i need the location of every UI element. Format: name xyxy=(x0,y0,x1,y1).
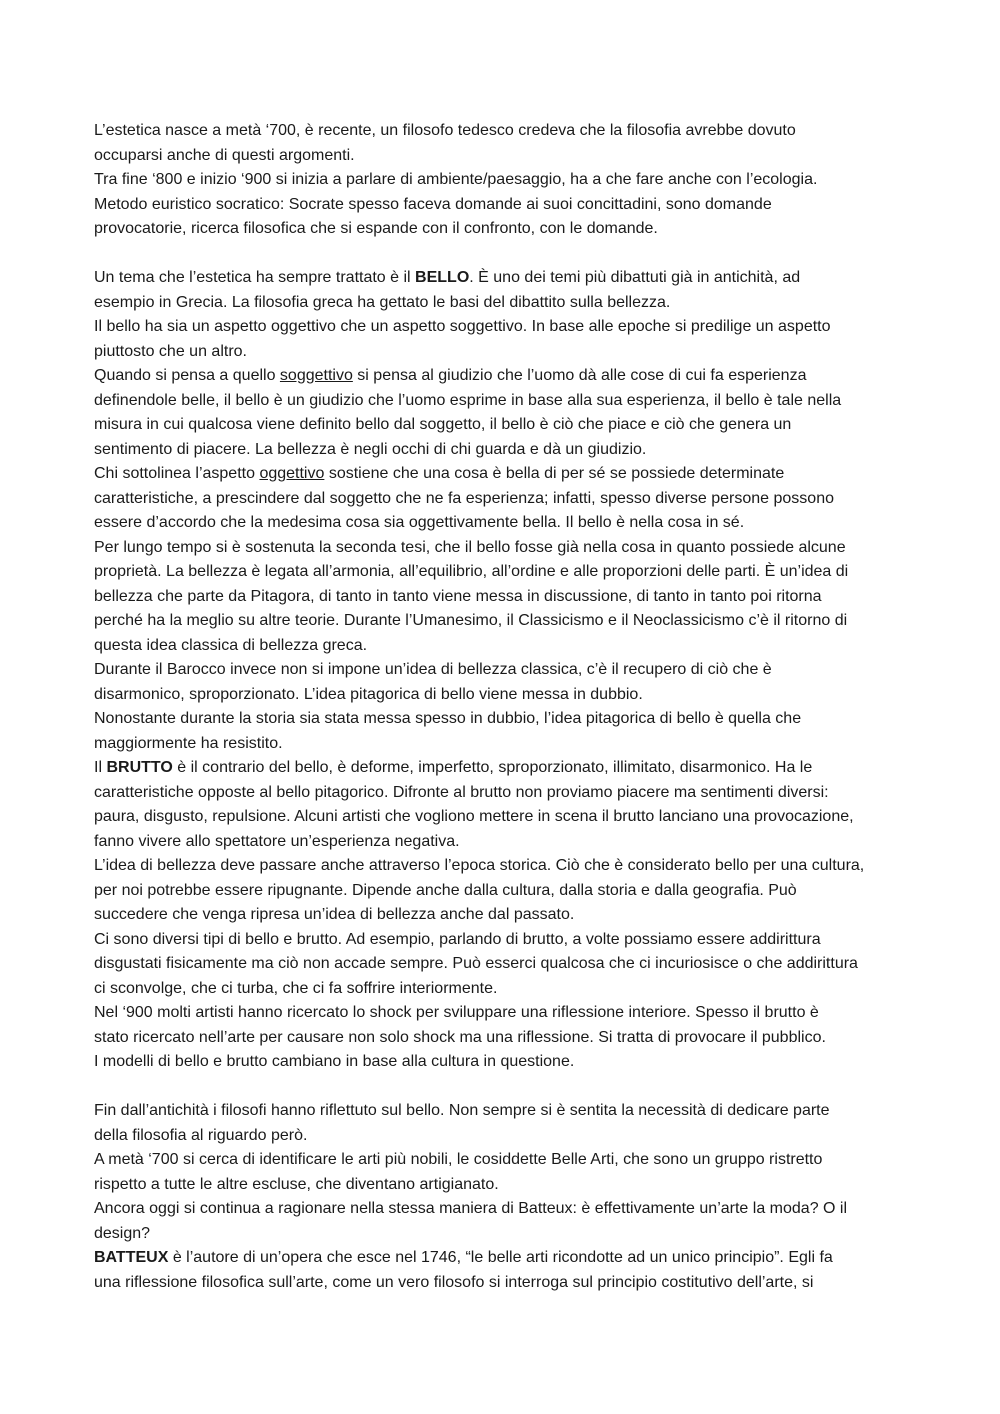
text-run: sentimento di piacere. La bellezza è negli occhi di chi guarda e dà un giudizio. xyxy=(94,440,647,458)
text-run: questa idea classica di bellezza greca. xyxy=(94,636,368,654)
text-run: bellezza che parte da Pitagora, di tanto in tanto viene messa in discussione, di tanto in tanto poi ritorna xyxy=(94,587,822,605)
text-line xyxy=(94,462,909,487)
text-line xyxy=(94,805,909,830)
text-run: Quando si pensa a quello xyxy=(94,367,280,384)
text-run: disarmonico, sproporzionato. L’idea pitagorica di bello viene messa in dubbio. xyxy=(94,685,643,703)
text-run: è il contrario del bello, è deforme, imperfetto, sproporzionato, illimitato, disarmonico. Ha le xyxy=(172,759,813,776)
text-run: Nel ‘900 molti artisti hanno ricercato lo shock per sviluppare una riflessione interiore. Spesso il brutto è xyxy=(94,1004,819,1021)
text-line xyxy=(94,438,909,463)
text-run: una riflessione filosofica sull’arte, come un vero filosofo si interroga sul principio costitutivo dell’arte, si xyxy=(94,1273,814,1291)
bold-term: BELLO xyxy=(415,269,470,286)
text-run: maggiormente ha resistito. xyxy=(94,734,283,752)
text-run: proprietà. La bellezza è legata all’armonia, all’equilibrio, all’ordine e alle proporzioni delle parti. È un’idea di xyxy=(94,563,849,580)
paragraph xyxy=(94,266,909,315)
text-run: Nonostante durante la storia sia stata messa spesso in dubbio, l’idea pitagorica di bello è quella che xyxy=(94,710,802,727)
text-line xyxy=(94,168,909,193)
paragraph xyxy=(94,928,909,1002)
text-run: A metà ‘700 si cerca di identificare le arti più nobili, le cosiddette Belle Arti, che sono un gruppo ristretto xyxy=(94,1151,823,1168)
text-line xyxy=(94,634,909,659)
text-run: piuttosto che un altro. xyxy=(94,342,247,360)
text-line xyxy=(94,1197,909,1222)
paragraph xyxy=(94,1099,909,1148)
paragraph xyxy=(94,1246,909,1295)
paragraph xyxy=(94,364,909,462)
text-line xyxy=(94,585,909,610)
text-run: Fin dall’antichità i filosofi hanno riflettuto sul bello. Non sempre si è sentita la necessità di dedicare parte xyxy=(94,1102,830,1119)
text-run: design? xyxy=(94,1224,151,1242)
paragraph xyxy=(94,193,909,242)
text-line xyxy=(94,1271,909,1296)
text-line xyxy=(94,536,909,561)
text-line xyxy=(94,732,909,757)
text-run: definendole belle, il bello è un giudizio che l’uomo esprime in base alla sua esperienza, il bello è tale nella xyxy=(94,391,842,409)
bold-term: BRUTTO xyxy=(106,759,173,776)
text-run: Un tema che l’estetica ha sempre trattato è il xyxy=(94,269,416,286)
text-line xyxy=(94,830,909,855)
text-run: paura, disgusto, repulsione. Alcuni artisti che vogliono mettere in scena il brutto lanciano una provocazione, xyxy=(94,808,854,825)
paragraph xyxy=(94,854,909,928)
text-line xyxy=(94,340,909,365)
text-line xyxy=(94,1148,909,1173)
text-line xyxy=(94,119,909,144)
text-line xyxy=(94,291,909,316)
text-run: fanno vivere allo spettatore un’esperienza negativa. xyxy=(94,832,460,850)
text-line xyxy=(94,1124,909,1149)
text-line xyxy=(94,266,909,291)
text-run: . È uno dei temi più dibattuti già in antichità, ad xyxy=(469,269,801,286)
paragraph-spacer xyxy=(94,242,909,267)
text-line xyxy=(94,879,909,904)
text-run: disgustati fisicamente ma ciò non accade sempre. Può esserci qualcosa che ci incuriosisce o che addirittura xyxy=(94,955,858,972)
text-line xyxy=(94,1173,909,1198)
text-run: occuparsi anche di questi argomenti. xyxy=(94,146,355,164)
text-run: sostiene che una cosa è bella di per sé se possiede determinate xyxy=(324,465,785,482)
text-run: della filosofia al riguardo però. xyxy=(94,1126,308,1144)
text-run: rispetto a tutte le altre escluse, che diventano artigianato. xyxy=(94,1175,499,1193)
document-body xyxy=(94,119,909,1295)
text-run: è l’autore di un’opera che esce nel 1746, “le belle arti ricondotte ad un unico principio”. Egli fa xyxy=(168,1249,833,1266)
text-line xyxy=(94,1222,909,1247)
text-run: Ci sono diversi tipi di bello e brutto. Ad esempio, parlando di brutto, a volte possiamo essere addirittura xyxy=(94,930,821,948)
paragraph xyxy=(94,119,909,168)
text-line xyxy=(94,854,909,879)
text-run: Per lungo tempo si è sostenuta la seconda tesi, che il bello fosse già nella cosa in quanto possiede alcune xyxy=(94,538,846,556)
paragraph xyxy=(94,536,909,659)
text-line xyxy=(94,1001,909,1026)
text-line xyxy=(94,511,909,536)
text-line xyxy=(94,1099,909,1124)
text-line xyxy=(94,1026,909,1051)
text-line xyxy=(94,1050,909,1075)
text-line xyxy=(94,707,909,732)
text-run: per noi potrebbe essere ripugnante. Dipende anche dalla cultura, dalla storia e dalla geografia. Può xyxy=(94,881,797,899)
text-line xyxy=(94,389,909,414)
paragraph xyxy=(94,1148,909,1197)
text-run: si pensa al giudizio che l’uomo dà alle cose di cui fa esperienza xyxy=(352,367,807,384)
text-run: esempio in Grecia. La filosofia greca ha gettato le basi del dibattito sulla bellezza. xyxy=(94,293,671,311)
paragraph-spacer xyxy=(94,1075,909,1100)
text-line xyxy=(94,903,909,928)
text-run: essere d’accordo che la medesima cosa sia oggettivamente bella. Il bello è nella cosa in sé. xyxy=(94,514,745,531)
underlined-term: oggettivo xyxy=(259,465,325,482)
text-line xyxy=(94,928,909,953)
text-run: misura in cui qualcosa viene definito bello dal soggetto, il bello è ciò che piace e ciò che genera un xyxy=(94,416,792,433)
text-run: provocatorie, ricerca filosofica che si espande con il confronto, con le domande. xyxy=(94,220,658,237)
text-run: Chi sottolinea l’aspetto xyxy=(94,465,260,482)
text-line xyxy=(94,364,909,389)
bold-term: BATTEUX xyxy=(94,1249,169,1266)
text-line xyxy=(94,609,909,634)
text-run: Metodo euristico socratico: Socrate spesso faceva domande ai suoi concittadini, sono domande xyxy=(94,195,772,213)
paragraph xyxy=(94,756,909,854)
paragraph xyxy=(94,1001,909,1050)
text-run: L’estetica nasce a metà ‘700, è recente, un filosofo tedesco credeva che la filosofia avrebbe dovuto xyxy=(94,122,796,139)
text-run: succedere che venga ripresa un’idea di bellezza anche dal passato. xyxy=(94,906,575,923)
text-run: stato ricercato nell’arte per causare non solo shock ma una riflessione. Si tratta di provocare il pubblico. xyxy=(94,1028,826,1046)
paragraph xyxy=(94,1197,909,1246)
text-line xyxy=(94,977,909,1002)
text-run: Il bello ha sia un aspetto oggettivo che un aspetto soggettivo. In base alle epoche si predilige un aspetto xyxy=(94,318,831,335)
underlined-term: soggettivo xyxy=(279,367,353,384)
text-run: Tra fine ‘800 e inizio ‘900 si inizia a parlare di ambiente/paesaggio, ha a che fare anche con l’ecologia. xyxy=(94,171,818,188)
text-run: ci sconvolge, che ci turba, che ci fa soffrire interiormente. xyxy=(94,979,498,997)
paragraph xyxy=(94,1050,909,1075)
paragraph xyxy=(94,315,909,364)
text-run: L’idea di bellezza deve passare anche attraverso l’epoca storica. Ciò che è considerato bello per una cultura, xyxy=(94,857,865,874)
text-line xyxy=(94,952,909,977)
paragraph xyxy=(94,707,909,756)
text-line xyxy=(94,781,909,806)
text-line xyxy=(94,144,909,169)
text-run: Il xyxy=(94,759,107,776)
text-run: caratteristiche, a prescindere dal soggetto che ne fa esperienza; infatti, spesso diverse persone possono xyxy=(94,489,834,507)
text-line xyxy=(94,413,909,438)
text-run: Ancora oggi si continua a ragionare nella stessa maniera di Batteux: è effettivamente un’arte la moda? O il xyxy=(94,1200,848,1217)
text-line xyxy=(94,315,909,340)
text-line xyxy=(94,658,909,683)
text-run: I modelli di bello e brutto cambiano in base alla cultura in questione. xyxy=(94,1053,575,1070)
text-run: perché ha la meglio su altre teorie. Durante l’Umanesimo, il Classicismo e il Neoclassicismo c’è il ritorno di xyxy=(94,612,848,629)
text-run: caratteristiche opposte al bello pitagorico. Difronte al brutto non proviamo piacere ma sentimenti diversi: xyxy=(94,783,829,801)
paragraph xyxy=(94,658,909,707)
text-line xyxy=(94,217,909,242)
text-line xyxy=(94,193,909,218)
paragraph xyxy=(94,462,909,536)
text-line xyxy=(94,1246,909,1271)
text-line xyxy=(94,560,909,585)
text-line xyxy=(94,683,909,708)
paragraph xyxy=(94,168,909,193)
text-line xyxy=(94,756,909,781)
text-line xyxy=(94,487,909,512)
text-run: Durante il Barocco invece non si impone un’idea di bellezza classica, c’è il recupero di ciò che è xyxy=(94,661,772,678)
